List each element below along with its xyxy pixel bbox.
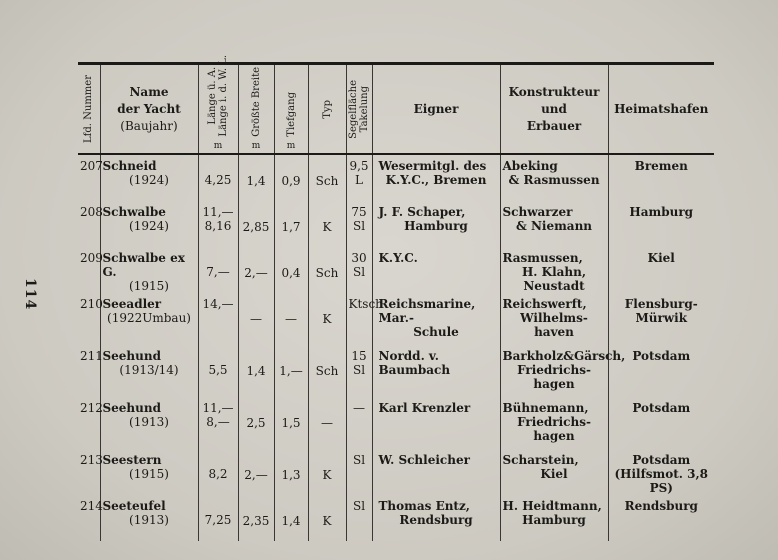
row-211-eigner2: [373, 377, 500, 391]
row-214-kon3: [501, 527, 608, 541]
cell-nr: [78, 345, 103, 397]
row-213-segel2: [347, 467, 372, 481]
cell-laenge: [198, 495, 238, 541]
cell-heimatshafen: [608, 397, 714, 449]
cell-konstrukteur: [500, 397, 608, 449]
row-214-eigner1: Thomas Entz,: [378, 499, 470, 513]
cell-typ: [308, 449, 346, 495]
cell-nr: [78, 201, 103, 247]
cell-nr: [78, 449, 103, 495]
row-211-nr: 211: [80, 349, 103, 363]
row-211-tiefgang: 1,—: [279, 364, 303, 378]
table-row-209: [78, 247, 714, 293]
row-213-hafen1: Potsdam: [632, 453, 691, 467]
cell-name: [100, 154, 198, 201]
cell-typ: [308, 154, 346, 201]
row-214-laenge2: 7,25: [204, 513, 232, 527]
row-207-segel1: 9,5: [349, 159, 369, 173]
row-213-segel1: Sl: [352, 453, 366, 467]
cell-tiefgang: [274, 154, 308, 201]
row-213-tiefgang: 1,3: [281, 468, 301, 482]
row-211-kon2: Friedrichs-: [517, 363, 591, 377]
header-lfd-nummer: Lfd. Nummer: [83, 75, 95, 143]
header-segel: [346, 64, 372, 155]
row-208-tiefgang: 1,7: [281, 220, 301, 234]
row-213-kon3: [501, 481, 608, 495]
cell-konstrukteur: [500, 154, 608, 201]
header-name-line2: der Yacht: [117, 101, 181, 116]
row-212-eigner2: [373, 415, 500, 429]
row-212-segel2: [347, 415, 372, 429]
row-207-segel2: L: [355, 173, 363, 187]
row-209-eigner1: K.Y.C.: [378, 251, 418, 265]
row-212-nr: 212: [80, 401, 103, 415]
cell-konstrukteur: [500, 293, 608, 345]
row-214-nr: 214: [80, 499, 103, 513]
row-209-segel1: 30: [351, 251, 367, 265]
row-208-year: (1924): [129, 219, 169, 233]
header-laenge-line2: Länge i. d. W. L.: [218, 55, 229, 137]
row-211-hafen1: Potsdam: [632, 349, 691, 363]
row-207-nr: 207: [80, 159, 103, 173]
cell-konstrukteur: [500, 495, 608, 541]
row-210-kon1: Reichswerft,: [502, 297, 587, 311]
cell-heimatshafen: [608, 201, 714, 247]
cell-typ: [308, 495, 346, 541]
row-209-segel2: Sl: [352, 265, 366, 279]
row-209-kon3: Neustadt: [523, 279, 585, 293]
cell-konstrukteur: [500, 345, 626, 397]
row-213-kon2: Kiel: [540, 467, 568, 481]
cell-nr: [78, 495, 103, 541]
row-214-segel2: [347, 513, 372, 527]
row-214-hafen1: Rendsburg: [624, 499, 698, 513]
table-row-210: [78, 293, 714, 345]
row-211-laenge1: [199, 345, 238, 363]
row-211-breite: 1,4: [246, 364, 266, 378]
row-214-hafen2: [609, 513, 715, 527]
row-209-kon2: H. Klahn,: [521, 265, 587, 279]
row-209-eigner2: [373, 265, 500, 279]
cell-breite: [238, 449, 274, 495]
row-210-kon2: Wilhelms-: [520, 311, 588, 325]
header-tiefgang-unit: m: [286, 141, 296, 151]
row-214-breite: 2,35: [242, 514, 270, 528]
cell-eigner: [372, 247, 500, 293]
cell-laenge: [198, 345, 238, 397]
row-212-kon1: Bühnemann,: [502, 401, 589, 415]
row-210-segel2: [347, 311, 372, 325]
cell-name: [100, 345, 198, 397]
row-207-breite: 1,4: [246, 174, 266, 188]
cell-nr: [78, 247, 103, 293]
header-tiefgang: Tiefgang m: [274, 64, 308, 155]
row-208-hafen2: [609, 219, 715, 233]
cell-laenge: [198, 397, 238, 449]
row-211-segel2: Sl: [352, 363, 366, 377]
row-214-segel1: Sl: [352, 499, 366, 513]
row-211-kon3: hagen: [533, 377, 575, 391]
row-209-breite: 2,—: [244, 266, 268, 280]
row-209-laenge2: 7,—: [206, 265, 230, 279]
row-213-laenge1: [199, 449, 238, 467]
row-207-year: (1924): [129, 173, 169, 187]
cell-heimatshafen: [608, 449, 714, 495]
row-213-kon1: Scharstein,: [502, 453, 579, 467]
row-212-name: Seehund: [102, 401, 161, 415]
row-208-segel2: Sl: [352, 219, 366, 233]
header-konstrukteur-line2: und: [541, 101, 567, 116]
row-210-kon3: haven: [534, 325, 574, 339]
row-212-laenge1: 11,—: [202, 401, 234, 415]
row-210-hafen2: Mürwik: [635, 311, 688, 325]
header-name-line1: Name: [129, 84, 169, 99]
row-209-hafen2: [609, 265, 715, 279]
row-213-eigner2: [373, 467, 500, 481]
row-207-eigner2: K.Y.C., Bremen: [385, 173, 487, 187]
cell-heimatshafen: [608, 293, 714, 345]
cell-typ: [308, 293, 346, 345]
cell-segel: [346, 201, 372, 247]
cell-breite: [238, 397, 274, 449]
row-213-eigner1: W. Schleicher: [378, 453, 470, 467]
row-209-tiefgang: 0,4: [281, 266, 301, 280]
row-213-year: (1915): [129, 467, 169, 481]
row-214-year: (1913): [129, 513, 169, 527]
row-207-hafen2: [609, 173, 715, 187]
header-laenge-unit: m: [213, 141, 223, 151]
row-214-typ: K: [322, 514, 332, 528]
header-laenge-line1: Länge ü. A.: [207, 67, 218, 126]
header-name: [100, 64, 198, 155]
cell-eigner: [372, 449, 500, 495]
row-212-breite: 2,5: [246, 416, 266, 430]
row-210-laenge2: [199, 311, 238, 325]
row-212-laenge2: 8,—: [206, 415, 230, 429]
row-209-hafen1: Kiel: [647, 251, 675, 265]
cell-segel: [346, 449, 372, 495]
row-208-kon2: & Niemann: [515, 219, 593, 233]
cell-tiefgang: [274, 345, 308, 397]
cell-name: [100, 495, 198, 541]
cell-heimatshafen: [608, 247, 714, 293]
header-konstrukteur: [500, 64, 608, 155]
cell-konstrukteur: [500, 247, 608, 293]
row-208-eigner1: J. F. Schaper,: [378, 205, 466, 219]
row-213-nr: 213: [80, 453, 103, 467]
cell-breite: [238, 293, 274, 345]
row-208-name: Schwalbe: [102, 205, 166, 219]
row-208-segel1: 75: [351, 205, 367, 219]
header-konstrukteur-line3: Erbauer: [526, 118, 582, 133]
row-208-breite: 2,85: [242, 220, 270, 234]
row-212-typ: —: [321, 416, 333, 430]
cell-segel: [346, 247, 372, 293]
row-212-hafen2: [609, 415, 715, 429]
cell-name: [100, 201, 198, 247]
table-body: [78, 154, 714, 541]
row-211-eigner1: Nordd. v. Baumbach: [378, 349, 451, 377]
row-208-hafen1: Hamburg: [629, 205, 694, 219]
row-211-laenge2: 5,5: [208, 363, 228, 377]
cell-nr: [78, 154, 103, 201]
cell-laenge: [198, 247, 238, 293]
row-210-eigner2: Schule: [413, 325, 459, 339]
cell-breite: [238, 345, 274, 397]
header-breite: Größte Breite m: [238, 64, 274, 155]
cell-breite: [238, 247, 274, 293]
row-210-segel1: Ktsch: [348, 297, 383, 311]
row-207-hafen1: Bremen: [634, 159, 688, 173]
header-breite-unit: m: [251, 141, 261, 151]
row-212-kon3: hagen: [533, 429, 575, 443]
cell-breite: [238, 495, 274, 541]
cell-eigner: [372, 293, 500, 345]
cell-heimatshafen: [608, 154, 714, 201]
cell-segel: [346, 495, 372, 541]
table-row-207: [78, 154, 714, 201]
cell-tiefgang: [274, 201, 308, 247]
row-213-typ: K: [322, 468, 332, 482]
row-214-kon1: H. Heidtmann,: [502, 499, 602, 513]
cell-breite: [238, 201, 274, 247]
row-208-typ: K: [322, 220, 332, 234]
cell-laenge: [198, 201, 238, 247]
table-row-212: [78, 397, 714, 449]
table-header-row: [78, 64, 714, 155]
cell-eigner: [372, 201, 500, 247]
cell-segel: [346, 154, 372, 201]
cell-segel: [346, 397, 372, 449]
header-segel-line1: Segelfläche: [348, 79, 359, 139]
yacht-register-table: [78, 55, 714, 541]
row-212-year: (1913): [129, 415, 169, 429]
table-row-211: [78, 345, 714, 397]
row-210-nr: 210: [80, 297, 103, 311]
cell-eigner: [372, 345, 500, 397]
header-segel-line2: Takelung: [359, 85, 370, 133]
cell-konstrukteur: [500, 449, 608, 495]
row-210-name: Seeadler: [102, 297, 162, 311]
cell-laenge: [198, 293, 238, 345]
cell-konstrukteur: [500, 201, 608, 247]
table-row-208: [78, 201, 714, 247]
row-210-laenge1: 14,—: [202, 297, 234, 311]
page-number: 114: [22, 278, 38, 311]
row-207-typ: Sch: [315, 174, 339, 188]
row-212-segel1: —: [353, 401, 365, 415]
cell-eigner: [372, 154, 500, 201]
row-207-eigner1: Wesermitgl. des: [378, 159, 487, 173]
cell-breite: [238, 154, 274, 201]
row-214-name: Seeteufel: [102, 499, 166, 513]
cell-tiefgang: [274, 397, 308, 449]
cell-tiefgang: [274, 495, 308, 541]
row-213-name: Seestern: [102, 453, 162, 467]
cell-nr: [78, 397, 103, 449]
cell-eigner: [372, 397, 500, 449]
row-210-hafen1: Flensburg-: [624, 297, 698, 311]
row-208-nr: 208: [80, 205, 103, 219]
cell-heimatshafen: [608, 495, 714, 541]
header-konstrukteur-line1: Konstrukteur: [508, 84, 600, 99]
cell-tiefgang: [274, 449, 308, 495]
cell-laenge: [198, 154, 238, 201]
row-213-breite: 2,—: [244, 468, 268, 482]
row-212-kon2: Friedrichs-: [517, 415, 591, 429]
row-207-kon1: Abeking: [502, 159, 558, 173]
row-209-nr: 209: [80, 251, 103, 265]
row-212-hafen1: Potsdam: [632, 401, 691, 415]
row-213-laenge2: 8,2: [208, 467, 228, 481]
row-209-laenge1: [199, 247, 238, 265]
row-210-typ: K: [322, 312, 332, 326]
cell-segel: [346, 345, 372, 397]
row-211-segel1: 15: [351, 349, 367, 363]
row-212-tiefgang: 1,5: [281, 416, 301, 430]
table-row-214: [78, 495, 714, 541]
row-209-name: Schwalbe ex G.: [102, 251, 185, 279]
row-208-laenge1: 11,—: [202, 205, 234, 219]
row-214-tiefgang: 1,4: [281, 514, 301, 528]
cell-tiefgang: [274, 293, 308, 345]
row-208-kon3: [501, 233, 608, 247]
cell-eigner: [372, 495, 500, 541]
header-name-line3: (Baujahr): [120, 118, 178, 133]
cell-nr: [78, 293, 103, 345]
row-211-typ: Sch: [315, 364, 339, 378]
row-207-laenge1: [199, 155, 238, 173]
row-214-laenge1: [199, 495, 238, 513]
row-208-kon1: Schwarzer: [502, 205, 573, 219]
table-row-213: [78, 449, 714, 495]
header-typ: Typ: [308, 64, 346, 155]
row-210-year: (1922Umbau): [107, 311, 191, 325]
row-209-year: (1915): [129, 279, 169, 293]
row-214-kon2: Hamburg: [522, 513, 586, 527]
row-214-eigner2: Rendsburg: [399, 513, 473, 527]
header-laenge: [198, 55, 238, 155]
cell-tiefgang: [274, 247, 308, 293]
row-211-hafen2: [609, 363, 715, 377]
cell-segel: [346, 293, 383, 345]
cell-laenge: [198, 449, 238, 495]
row-211-kon1: Barkholz&Gärsch,: [502, 349, 626, 363]
row-211-name: Seehund: [102, 349, 161, 363]
cell-name: [100, 293, 198, 345]
cell-typ: [308, 201, 346, 247]
header-heimatshafen: Heimatshafen: [608, 64, 714, 155]
cell-typ: [308, 345, 346, 397]
row-207-name: Schneid: [102, 159, 157, 173]
cell-typ: [308, 397, 346, 449]
header-eigner: Eigner: [372, 64, 500, 155]
row-207-kon3: [501, 187, 608, 201]
row-212-eigner1: Karl Krenzler: [378, 401, 471, 415]
row-210-tiefgang: —: [285, 312, 297, 326]
row-208-laenge2: 8,16: [204, 219, 232, 233]
cell-typ: [308, 247, 346, 293]
row-211-year: (1913/14): [119, 363, 179, 377]
row-210-eigner1: Reichsmarine, Mar.-: [378, 297, 476, 325]
row-207-laenge2: 4,25: [204, 173, 232, 187]
row-213-hafen2: (Hilfsmot. 3,8 PS): [614, 467, 709, 495]
cell-name: [100, 397, 198, 449]
row-207-tiefgang: 0,9: [281, 174, 301, 188]
cell-name: [100, 247, 198, 293]
row-209-kon1: Rasmussen,: [502, 251, 583, 265]
row-209-typ: Sch: [315, 266, 339, 280]
cell-name: [100, 449, 198, 495]
row-208-eigner2: Hamburg: [404, 219, 468, 233]
row-210-breite: —: [250, 312, 262, 326]
row-207-kon2: & Rasmussen: [508, 173, 600, 187]
